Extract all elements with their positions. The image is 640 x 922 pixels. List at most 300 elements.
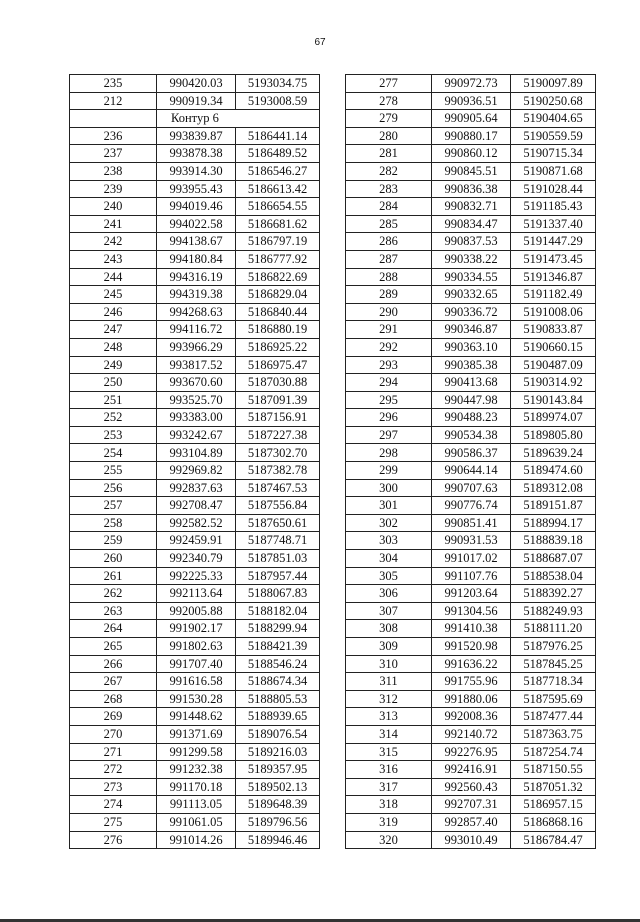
y-coordinate-cell: 5187254.74 [511, 743, 596, 761]
y-coordinate-cell: 5189151.87 [511, 497, 596, 515]
y-coordinate-cell: 5190404.65 [511, 110, 596, 128]
x-coordinate-cell: 992969.82 [157, 462, 236, 480]
y-coordinate-cell: 5193008.59 [236, 92, 320, 110]
y-coordinate-cell: 5189216.03 [236, 743, 320, 761]
point-number-cell: 293 [346, 356, 432, 374]
x-coordinate-cell: 993010.49 [432, 831, 511, 849]
coordinates-table-left [69, 74, 320, 849]
x-coordinate-cell: 994268.63 [157, 303, 236, 321]
table-row [70, 286, 320, 304]
x-coordinate-cell: 991232.38 [157, 761, 236, 779]
point-number-cell: 270 [70, 725, 157, 743]
point-number-cell: 271 [70, 743, 157, 761]
y-coordinate-cell: 5187957.44 [236, 567, 320, 585]
table-row [70, 75, 320, 93]
x-coordinate-cell: 990972.73 [432, 75, 511, 93]
point-number-cell: 241 [70, 215, 157, 233]
x-coordinate-cell: 990420.03 [157, 75, 236, 93]
y-coordinate-cell: 5189076.54 [236, 725, 320, 743]
point-number-cell: 263 [70, 602, 157, 620]
y-coordinate-cell: 5186957.15 [511, 796, 596, 814]
x-coordinate-cell: 990931.53 [432, 532, 511, 550]
x-coordinate-cell: 991616.58 [157, 673, 236, 691]
x-coordinate-cell: 990834.47 [432, 215, 511, 233]
y-coordinate-cell: 5191473.45 [511, 250, 596, 268]
table-row [346, 286, 596, 304]
table-row [346, 215, 596, 233]
y-coordinate-cell: 5191028.44 [511, 180, 596, 198]
point-number-cell: 301 [346, 497, 432, 515]
table-row [346, 444, 596, 462]
table-row [346, 92, 596, 110]
point-number-cell: 264 [70, 620, 157, 638]
x-coordinate-cell: 990586.37 [432, 444, 511, 462]
table-row [70, 127, 320, 145]
y-coordinate-cell: 5191346.87 [511, 268, 596, 286]
table-row [346, 479, 596, 497]
y-coordinate-cell: 5186822.69 [236, 268, 320, 286]
point-number-cell: 247 [70, 321, 157, 339]
point-number-cell: 275 [70, 813, 157, 831]
x-coordinate-cell: 992857.40 [432, 813, 511, 831]
point-number-cell: 274 [70, 796, 157, 814]
point-number-cell: 259 [70, 532, 157, 550]
table-row [70, 444, 320, 462]
y-coordinate-cell: 5187976.25 [511, 638, 596, 656]
point-number-cell: 268 [70, 690, 157, 708]
x-coordinate-cell: 990919.34 [157, 92, 236, 110]
point-number-cell: 295 [346, 391, 432, 409]
table-row [70, 409, 320, 427]
point-number-cell: 242 [70, 233, 157, 251]
point-number-cell: 288 [346, 268, 432, 286]
point-number-cell: 254 [70, 444, 157, 462]
y-coordinate-cell: 5187363.75 [511, 725, 596, 743]
point-number-cell: 249 [70, 356, 157, 374]
point-number-cell: 286 [346, 233, 432, 251]
table-row [346, 620, 596, 638]
y-coordinate-cell: 5186925.22 [236, 338, 320, 356]
table-row [70, 233, 320, 251]
table-row [70, 690, 320, 708]
y-coordinate-cell: 5188392.27 [511, 585, 596, 603]
x-coordinate-cell: 992708.47 [157, 497, 236, 515]
y-coordinate-cell: 5188939.65 [236, 708, 320, 726]
point-number-cell: 243 [70, 250, 157, 268]
point-number-cell: 312 [346, 690, 432, 708]
x-coordinate-cell: 991448.62 [157, 708, 236, 726]
y-coordinate-cell: 5189805.80 [511, 426, 596, 444]
table-row [346, 708, 596, 726]
point-number-cell: 311 [346, 673, 432, 691]
y-coordinate-cell: 5188674.34 [236, 673, 320, 691]
point-number-cell: 299 [346, 462, 432, 480]
point-number-cell: 284 [346, 198, 432, 216]
x-coordinate-cell: 992707.31 [432, 796, 511, 814]
y-coordinate-cell: 5190314.92 [511, 374, 596, 392]
table-row [70, 391, 320, 409]
table-row [70, 462, 320, 480]
x-coordinate-cell: 991880.06 [432, 690, 511, 708]
point-number-cell: 292 [346, 338, 432, 356]
table-row [70, 585, 320, 603]
point-number-cell: 298 [346, 444, 432, 462]
x-coordinate-cell: 990776.74 [432, 497, 511, 515]
y-coordinate-cell: 5187650.61 [236, 514, 320, 532]
x-coordinate-cell: 990413.68 [432, 374, 511, 392]
table-row [346, 725, 596, 743]
point-number-cell: 278 [346, 92, 432, 110]
table-row [346, 567, 596, 585]
x-coordinate-cell: 991107.76 [432, 567, 511, 585]
point-number-cell: 294 [346, 374, 432, 392]
y-coordinate-cell: 5187477.44 [511, 708, 596, 726]
x-coordinate-cell: 991061.05 [157, 813, 236, 831]
point-number-cell: 276 [70, 831, 157, 849]
y-coordinate-cell: 5189796.56 [236, 813, 320, 831]
point-number-cell: 314 [346, 725, 432, 743]
x-coordinate-cell: 991299.58 [157, 743, 236, 761]
point-number-cell: 303 [346, 532, 432, 550]
x-coordinate-cell: 991520.98 [432, 638, 511, 656]
point-number-cell: 309 [346, 638, 432, 656]
point-number-cell: 281 [346, 145, 432, 163]
table-row [70, 673, 320, 691]
point-number-cell: 287 [346, 250, 432, 268]
point-number-cell: 239 [70, 180, 157, 198]
y-coordinate-cell: 5186975.47 [236, 356, 320, 374]
table-row [70, 761, 320, 779]
y-coordinate-cell: 5186797.19 [236, 233, 320, 251]
x-coordinate-cell: 992560.43 [432, 778, 511, 796]
x-coordinate-cell: 990837.53 [432, 233, 511, 251]
x-coordinate-cell: 994116.72 [157, 321, 236, 339]
table-row [70, 145, 320, 163]
table-row [346, 426, 596, 444]
table-row [70, 813, 320, 831]
table-row [70, 215, 320, 233]
table-row [70, 778, 320, 796]
table-row [70, 250, 320, 268]
point-number-cell: 245 [70, 286, 157, 304]
point-number-cell: 256 [70, 479, 157, 497]
x-coordinate-cell: 993670.60 [157, 374, 236, 392]
y-coordinate-cell: 5191182.49 [511, 286, 596, 304]
x-coordinate-cell: 990936.51 [432, 92, 511, 110]
point-number-cell: 236 [70, 127, 157, 145]
point-number-cell: 315 [346, 743, 432, 761]
x-coordinate-cell: 991017.02 [432, 550, 511, 568]
x-coordinate-cell: 992113.64 [157, 585, 236, 603]
x-coordinate-cell: 993966.29 [157, 338, 236, 356]
y-coordinate-cell: 5189639.24 [511, 444, 596, 462]
y-coordinate-cell: 5187556.84 [236, 497, 320, 515]
y-coordinate-cell: 5187030.88 [236, 374, 320, 392]
y-coordinate-cell: 5186840.44 [236, 303, 320, 321]
y-coordinate-cell: 5187302.70 [236, 444, 320, 462]
point-number-cell: 266 [70, 655, 157, 673]
table-row [70, 620, 320, 638]
point-number-cell: 289 [346, 286, 432, 304]
y-coordinate-cell: 5187156.91 [236, 409, 320, 427]
x-coordinate-cell: 992459.91 [157, 532, 236, 550]
table-row [346, 497, 596, 515]
point-number-cell: 282 [346, 162, 432, 180]
point-number-cell: 235 [70, 75, 157, 93]
y-coordinate-cell: 5187467.53 [236, 479, 320, 497]
point-number-cell: 306 [346, 585, 432, 603]
table-row [346, 374, 596, 392]
x-coordinate-cell: 990851.41 [432, 514, 511, 532]
x-coordinate-cell: 992582.52 [157, 514, 236, 532]
y-coordinate-cell: 5187091.39 [236, 391, 320, 409]
x-coordinate-cell: 991410.38 [432, 620, 511, 638]
point-number-cell: 308 [346, 620, 432, 638]
table-row [346, 145, 596, 163]
x-coordinate-cell: 990534.38 [432, 426, 511, 444]
x-coordinate-cell: 990385.38 [432, 356, 511, 374]
point-number-cell: 238 [70, 162, 157, 180]
table-row [346, 550, 596, 568]
point-number-cell: 240 [70, 198, 157, 216]
table-row [346, 233, 596, 251]
x-coordinate-cell: 990836.38 [432, 180, 511, 198]
y-coordinate-cell: 5187227.38 [236, 426, 320, 444]
table-row [70, 567, 320, 585]
x-coordinate-cell: 991636.22 [432, 655, 511, 673]
x-coordinate-cell: 990644.14 [432, 462, 511, 480]
point-number-cell: 290 [346, 303, 432, 321]
table-row [346, 638, 596, 656]
point-number-cell: 248 [70, 338, 157, 356]
y-coordinate-cell: 5187845.25 [511, 655, 596, 673]
y-coordinate-cell: 5186613.42 [236, 180, 320, 198]
point-number-cell: 317 [346, 778, 432, 796]
point-number-cell: 318 [346, 796, 432, 814]
table-row [346, 391, 596, 409]
x-coordinate-cell: 993878.38 [157, 145, 236, 163]
y-coordinate-cell: 5187748.71 [236, 532, 320, 550]
x-coordinate-cell: 991113.05 [157, 796, 236, 814]
point-number-cell: 269 [70, 708, 157, 726]
point-number-cell: 273 [70, 778, 157, 796]
table-row [346, 268, 596, 286]
x-coordinate-cell: 990363.10 [432, 338, 511, 356]
table-row [70, 198, 320, 216]
x-coordinate-cell: 993955.43 [157, 180, 236, 198]
x-coordinate-cell: 991530.28 [157, 690, 236, 708]
x-coordinate-cell: 991802.63 [157, 638, 236, 656]
x-coordinate-cell: 993104.89 [157, 444, 236, 462]
x-coordinate-cell: 993525.70 [157, 391, 236, 409]
table-row [70, 796, 320, 814]
table-row [70, 743, 320, 761]
table-row [346, 514, 596, 532]
y-coordinate-cell: 5188538.04 [511, 567, 596, 585]
x-coordinate-cell: 991902.17 [157, 620, 236, 638]
x-coordinate-cell: 992225.33 [157, 567, 236, 585]
y-coordinate-cell: 5191447.29 [511, 233, 596, 251]
x-coordinate-cell: 992008.36 [432, 708, 511, 726]
empty-cell [70, 110, 157, 128]
x-coordinate-cell: 994022.58 [157, 215, 236, 233]
x-coordinate-cell: 993383.00 [157, 409, 236, 427]
y-coordinate-cell: 5186829.04 [236, 286, 320, 304]
x-coordinate-cell: 993839.87 [157, 127, 236, 145]
x-coordinate-cell: 991170.18 [157, 778, 236, 796]
x-coordinate-cell: 992837.63 [157, 479, 236, 497]
y-coordinate-cell: 5186654.55 [236, 198, 320, 216]
table-row [70, 338, 320, 356]
x-coordinate-cell: 994138.67 [157, 233, 236, 251]
point-number-cell: 257 [70, 497, 157, 515]
x-coordinate-cell: 991203.64 [432, 585, 511, 603]
y-coordinate-cell: 5188687.07 [511, 550, 596, 568]
x-coordinate-cell: 990334.55 [432, 268, 511, 286]
y-coordinate-cell: 5190833.87 [511, 321, 596, 339]
table-row [70, 162, 320, 180]
table-row [70, 321, 320, 339]
y-coordinate-cell: 5186868.16 [511, 813, 596, 831]
y-coordinate-cell: 5190143.84 [511, 391, 596, 409]
x-coordinate-cell: 991707.40 [157, 655, 236, 673]
table-row [346, 409, 596, 427]
point-number-cell: 212 [70, 92, 157, 110]
y-coordinate-cell: 5193034.75 [236, 75, 320, 93]
y-coordinate-cell: 5187595.69 [511, 690, 596, 708]
point-number-cell: 250 [70, 374, 157, 392]
y-coordinate-cell: 5188067.83 [236, 585, 320, 603]
table-row [70, 550, 320, 568]
x-coordinate-cell: 991755.96 [432, 673, 511, 691]
x-coordinate-cell: 994316.19 [157, 268, 236, 286]
point-number-cell: 304 [346, 550, 432, 568]
x-coordinate-cell: 991304.56 [432, 602, 511, 620]
x-coordinate-cell: 990832.71 [432, 198, 511, 216]
y-coordinate-cell: 5188546.24 [236, 655, 320, 673]
y-coordinate-cell: 5190715.34 [511, 145, 596, 163]
x-coordinate-cell: 993817.52 [157, 356, 236, 374]
table-row [346, 796, 596, 814]
y-coordinate-cell: 5191185.43 [511, 198, 596, 216]
x-coordinate-cell: 990338.22 [432, 250, 511, 268]
y-coordinate-cell: 5189648.39 [236, 796, 320, 814]
point-number-cell: 313 [346, 708, 432, 726]
table-row [346, 655, 596, 673]
y-coordinate-cell: 5191008.06 [511, 303, 596, 321]
table-row [70, 532, 320, 550]
x-coordinate-cell: 990336.72 [432, 303, 511, 321]
y-coordinate-cell: 5190871.68 [511, 162, 596, 180]
y-coordinate-cell: 5188805.53 [236, 690, 320, 708]
y-coordinate-cell: 5188421.39 [236, 638, 320, 656]
y-coordinate-cell: 5186784.47 [511, 831, 596, 849]
table-row [346, 585, 596, 603]
y-coordinate-cell: 5188299.94 [236, 620, 320, 638]
y-coordinate-cell: 5188111.20 [511, 620, 596, 638]
y-coordinate-cell: 5189946.46 [236, 831, 320, 849]
y-coordinate-cell: 5190097.89 [511, 75, 596, 93]
table-row [346, 743, 596, 761]
x-coordinate-cell: 992416.91 [432, 761, 511, 779]
page-number: 67 [314, 37, 326, 48]
point-number-cell: 280 [346, 127, 432, 145]
point-number-cell: 305 [346, 567, 432, 585]
table-row [346, 198, 596, 216]
x-coordinate-cell: 992276.95 [432, 743, 511, 761]
y-coordinate-cell: 5187718.34 [511, 673, 596, 691]
table-row [70, 725, 320, 743]
table-row [70, 426, 320, 444]
table-row [70, 638, 320, 656]
x-coordinate-cell: 993242.67 [157, 426, 236, 444]
point-number-cell: 261 [70, 567, 157, 585]
point-number-cell: 265 [70, 638, 157, 656]
y-coordinate-cell: 5191337.40 [511, 215, 596, 233]
table-row [346, 127, 596, 145]
y-coordinate-cell: 5189312.08 [511, 479, 596, 497]
y-coordinate-cell: 5188182.04 [236, 602, 320, 620]
table-row [346, 250, 596, 268]
point-number-cell: 302 [346, 514, 432, 532]
table-row [70, 180, 320, 198]
y-coordinate-cell: 5188249.93 [511, 602, 596, 620]
point-number-cell: 319 [346, 813, 432, 831]
table-row [346, 813, 596, 831]
y-coordinate-cell: 5187051.32 [511, 778, 596, 796]
x-coordinate-cell: 991014.26 [157, 831, 236, 849]
table-row [346, 303, 596, 321]
point-number-cell: 237 [70, 145, 157, 163]
x-coordinate-cell: 990447.98 [432, 391, 511, 409]
contour-heading-cell: Контур 6 [157, 110, 320, 128]
y-coordinate-cell: 5189502.13 [236, 778, 320, 796]
x-coordinate-cell: 990488.23 [432, 409, 511, 427]
table-row [346, 532, 596, 550]
table-row [70, 708, 320, 726]
point-number-cell: 255 [70, 462, 157, 480]
table-row [346, 321, 596, 339]
y-coordinate-cell: 5186489.52 [236, 145, 320, 163]
y-coordinate-cell: 5186546.27 [236, 162, 320, 180]
table-row [346, 110, 596, 128]
point-number-cell: 297 [346, 426, 432, 444]
point-number-cell: 316 [346, 761, 432, 779]
point-number-cell: 244 [70, 268, 157, 286]
x-coordinate-cell: 990707.63 [432, 479, 511, 497]
y-coordinate-cell: 5188994.17 [511, 514, 596, 532]
point-number-cell: 260 [70, 550, 157, 568]
x-coordinate-cell: 991371.69 [157, 725, 236, 743]
y-coordinate-cell: 5186880.19 [236, 321, 320, 339]
x-coordinate-cell: 990860.12 [432, 145, 511, 163]
x-coordinate-cell: 992340.79 [157, 550, 236, 568]
table-row [70, 268, 320, 286]
x-coordinate-cell: 992005.88 [157, 602, 236, 620]
table-row [346, 602, 596, 620]
table-row [70, 479, 320, 497]
table-row [70, 497, 320, 515]
y-coordinate-cell: 5187382.78 [236, 462, 320, 480]
point-number-cell: 291 [346, 321, 432, 339]
y-coordinate-cell: 5187851.03 [236, 550, 320, 568]
table-row [70, 303, 320, 321]
table-row [70, 110, 320, 128]
table-row [70, 356, 320, 374]
point-number-cell: 307 [346, 602, 432, 620]
point-number-cell: 272 [70, 761, 157, 779]
point-number-cell: 279 [346, 110, 432, 128]
